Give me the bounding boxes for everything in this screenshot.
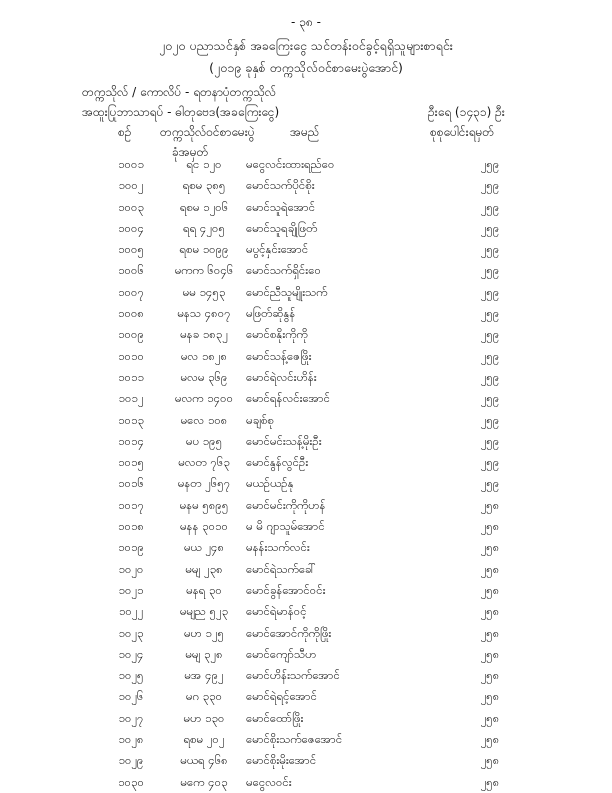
total-score: ၂၅၉ xyxy=(480,199,500,214)
total-score: ၂၅၈ xyxy=(480,646,500,661)
row-number: ၁၀၂၂ xyxy=(118,604,144,619)
student-name: မောင်အောင်ကိုကိုဖြိုး xyxy=(246,625,332,640)
table-row xyxy=(0,239,612,260)
student-name: မောင်သက်ရှိင်းဝေ xyxy=(246,263,321,278)
column-header-score: စုစုပေါင်းရမှတ် xyxy=(430,125,495,139)
row-number: ၁၀၂၅ xyxy=(118,668,144,683)
row-number: ၁၀၁၂ xyxy=(118,391,144,406)
table-row xyxy=(0,282,612,303)
total-score: ၂၅၈ xyxy=(480,753,500,768)
table-row xyxy=(0,495,612,516)
total-score: ၂၅၈ xyxy=(480,732,500,747)
roll-number: ရင ၁၂၀ xyxy=(186,157,222,171)
table-row xyxy=(0,367,612,388)
table-row xyxy=(0,750,612,771)
student-name: မောင်သူရဲအောင် xyxy=(246,199,316,214)
row-number: ၁၀၂၁ xyxy=(118,582,144,597)
student-name: မောင်သူရချိုဖြတ် xyxy=(246,220,318,235)
row-number: ၁၀၀၂ xyxy=(118,178,144,193)
student-name: မောင်စိုးမိုးအောင် xyxy=(246,753,317,768)
roll-number: မမ ၁၄၅၃ xyxy=(182,284,226,299)
total-count-heading: ဦးရေ (၁၄၃၁) ဦး xyxy=(428,105,505,119)
student-name: မောင်စိုးသက်ဇေအောင် xyxy=(246,732,343,747)
roll-number: မပ ၁၉၅ xyxy=(185,433,223,448)
total-score: ၂၅၉ xyxy=(480,412,500,427)
table-row xyxy=(0,260,612,281)
roll-number: ရစမ ၁၀၉၉ xyxy=(179,242,229,257)
row-number: ၁၀၂၃ xyxy=(118,625,144,640)
student-name: မောင်ရဲလင်းဟိန်း xyxy=(246,369,317,384)
university-location: တက္ကသိုလ် / ကောလိပ် - ရတနာပုံတက္ကသိုလ် xyxy=(82,85,277,99)
total-score: ၂၅၈ xyxy=(480,540,500,555)
total-score: ၂၅၉ xyxy=(480,220,500,235)
student-name: မငွေလင်းထားရည်ဝေ xyxy=(246,157,335,171)
roll-number: မနမ ၅၈၉၅ xyxy=(179,497,229,512)
table-row xyxy=(0,601,612,622)
student-name: မောင်ရဲမာန်ဝင့် xyxy=(246,604,307,619)
table-row xyxy=(0,154,612,175)
row-number: ၁၀၁၃ xyxy=(118,412,144,427)
table-row xyxy=(0,686,612,707)
table-row xyxy=(0,516,612,537)
roll-number: ရစမ ၁၂၀၆ xyxy=(179,199,229,214)
table-row xyxy=(0,729,612,750)
row-number: ၁၀၁၄ xyxy=(118,433,144,448)
row-number: ၁၀၁၀ xyxy=(118,348,144,363)
total-score: ၂၅၈ xyxy=(480,774,500,789)
results-table xyxy=(0,154,612,793)
roll-number: မလ ၁၈၂၈ xyxy=(180,348,228,363)
student-name: မောင်ရန်လင်းအောင် xyxy=(246,391,331,406)
table-row xyxy=(0,431,612,452)
row-number: ၁၀၁၉ xyxy=(118,540,144,555)
total-score: ၂၅၈ xyxy=(480,710,500,725)
total-score: ၂၅၉ xyxy=(480,455,500,470)
student-name: မောင်မင်းကိုကိုဟန် xyxy=(246,497,326,512)
roll-number: မဟ ၁၂၅ xyxy=(183,625,225,640)
total-score: ၂၅၈ xyxy=(480,561,500,576)
student-name: မဖြတ်ဆိုနွန် xyxy=(246,306,296,321)
row-number: ၁၀၁၆ xyxy=(118,476,144,491)
table-row xyxy=(0,303,612,324)
roll-number: မနတ ၂၆၅၇ xyxy=(177,476,231,491)
row-number: ၁၀၀၇ xyxy=(118,284,144,299)
total-score: ၂၅၉ xyxy=(480,157,500,171)
table-row xyxy=(0,197,612,218)
total-score: ၂၅၈ xyxy=(480,604,500,619)
total-score: ၂၅၉ xyxy=(480,391,500,406)
page-number: - ၃၈ - xyxy=(291,15,321,29)
student-name: မောင်ထော်ဖြိုး xyxy=(246,710,304,725)
total-score: ၂၅၈ xyxy=(480,497,500,512)
total-score: ၂၅၉ xyxy=(480,306,500,321)
table-row xyxy=(0,537,612,558)
roll-number: မနခ ၁၈၃၂ xyxy=(180,327,228,342)
student-name: မောင်ညီသူမျိုးသက် xyxy=(246,284,328,299)
total-score: ၂၅၈ xyxy=(480,625,500,640)
total-score: ၂၅၉ xyxy=(480,369,500,384)
column-header-name: အမည် xyxy=(290,125,320,139)
row-number: ၁၀၀၄ xyxy=(118,220,144,235)
row-number: ၁၀၀၆ xyxy=(118,263,144,278)
total-score: ၂၅၈ xyxy=(480,582,500,597)
total-score: ၂၅၉ xyxy=(480,348,500,363)
roll-number: မကေ ၄၀၃ xyxy=(180,774,228,789)
roll-number: မဟ ၁၃၀ xyxy=(183,710,225,725)
row-number: ၁၀၁၅ xyxy=(118,455,144,470)
table-row xyxy=(0,559,612,580)
total-score: ၂၅၈ xyxy=(480,668,500,683)
student-name: မောင်ဟိန်းသက်အောင် xyxy=(246,668,340,683)
student-name: မောင်သက်ပိုင်စိုး xyxy=(246,178,315,193)
table-row xyxy=(0,388,612,409)
table-row xyxy=(0,772,612,793)
table-row xyxy=(0,410,612,431)
row-number: ၁၀၂၈ xyxy=(118,732,144,747)
table-row xyxy=(0,708,612,729)
title-line-1: ၂၀၂၀ ပညာသင်နှစ် အခကြေးငွေ သင်တန်းဝင်ခွင့်ရရှိသူများစာရင်း xyxy=(159,38,453,53)
column-header-no: စဉ် xyxy=(118,125,132,139)
roll-number: မယ ၂၄၈ xyxy=(183,540,225,555)
table-row xyxy=(0,473,612,494)
table-row xyxy=(0,623,612,644)
roll-number: မမျ ၂၃၈ xyxy=(185,561,223,576)
student-name: မောင်မင်းသန့်မိုးဦး xyxy=(246,433,322,448)
table-row xyxy=(0,175,612,196)
table-row xyxy=(0,452,612,473)
roll-number: ရရ ၄၂၀၅ xyxy=(183,220,225,235)
roll-number: မမျ ၃၂၈ xyxy=(185,646,223,661)
total-score: ၂၅၉ xyxy=(480,242,500,257)
total-score: ၂၅၈ xyxy=(480,689,500,704)
total-score: ၂၅၈ xyxy=(480,519,500,534)
student-name: မနန်းသက်လင်း xyxy=(246,540,310,555)
roll-number: မလတ ၇၆၃ xyxy=(178,455,230,470)
major-subject-heading: အထူးပြုဘာသာရပ် - ဓါတုဗေဒ(အခကြေးငွေ) xyxy=(82,105,280,119)
student-name: မောင်ရဲသက်ခေါ် xyxy=(246,561,317,576)
row-number: ၁၀၂၀ xyxy=(118,561,144,576)
roll-number: မလက ၁၄၀၀ xyxy=(174,391,234,406)
roll-number: မယရ ၄၆၈ xyxy=(180,753,228,768)
roll-number: မနရ ၃၀ xyxy=(186,582,222,597)
row-number: ၁၀၀၉ xyxy=(118,327,144,342)
table-row xyxy=(0,324,612,345)
row-number: ၁၀၂၇ xyxy=(118,710,144,725)
total-score: ၂၅၉ xyxy=(480,327,500,342)
student-name: မငွေလဝင်း xyxy=(246,774,292,789)
total-score: ၂၅၉ xyxy=(480,284,500,299)
row-number: ၁၀၁၈ xyxy=(118,519,144,534)
row-number: ၁၀၂၉ xyxy=(118,753,144,768)
roll-number: မနသ ၄၈၀၇ xyxy=(177,306,231,321)
total-score: ၂၅၉ xyxy=(480,263,500,278)
roll-number: မလမ ၃၆၉ xyxy=(180,369,228,384)
row-number: ၁၀၂၄ xyxy=(118,646,144,661)
student-name: မ မိ ဂျာသူမ်အောင် xyxy=(246,519,325,534)
student-name: မောင်ကျော်သီဟ xyxy=(246,646,317,661)
student-name: မောင်နွန်လွင်ဦး xyxy=(246,455,309,470)
total-score: ၂၅၉ xyxy=(480,433,500,448)
roll-number: မလေ ၁၀၈ xyxy=(180,412,228,427)
row-number: ၁၀၀၅ xyxy=(118,242,144,257)
table-row xyxy=(0,218,612,239)
roll-number: မမျည ၅၂၃ xyxy=(179,604,229,619)
table-row xyxy=(0,644,612,665)
title-line-2: (၂၀၁၉ ခုနှစ် တက္ကသိုလ်ဝင်စာမေးပွဲအောင်) xyxy=(209,60,403,75)
table-row xyxy=(0,580,612,601)
student-name: မောင်စနိုးကိုကို xyxy=(246,327,308,342)
column-header-roll: တက္ကသိုလ်ဝင်စာမေးပွဲ xyxy=(160,125,255,139)
student-name: မောင်ခွန်အောင်ဝင်း xyxy=(246,582,326,597)
row-number: ၁၀၀၃ xyxy=(118,199,144,214)
total-score: ၂၅၉ xyxy=(480,178,500,193)
row-number: ၁၀၃၀ xyxy=(118,774,144,789)
row-number: ၁၀၁၁ xyxy=(118,369,144,384)
student-name: မပွင့်နှင်းအောင် xyxy=(246,242,309,257)
student-name: မချစ်စု xyxy=(246,412,274,427)
table-row xyxy=(0,665,612,686)
row-number: ၁၀၁၇ xyxy=(118,497,144,512)
roll-number: မအ ၄၉၂ xyxy=(184,668,224,683)
student-name: မောင်သန့်ဇေဖြိုး xyxy=(246,348,312,363)
total-score: ၂၅၉ xyxy=(480,476,500,491)
roll-number: မနန ၃၀၁၀ xyxy=(179,519,228,534)
roll-number: ရစမ ၂၀၂ xyxy=(183,732,225,747)
table-row xyxy=(0,346,612,367)
row-number: ၁၀၀၈ xyxy=(118,306,144,321)
row-number: ၁၀၂၆ xyxy=(118,689,144,704)
roll-number: ရစမ ၃၈၅ xyxy=(182,178,226,193)
roll-number: မကက ၆၀၄၆ xyxy=(174,263,234,278)
column-header-roll-line2: ခုံအမှတ် xyxy=(172,145,209,159)
student-name: မောင်ရဲရင့်အောင် xyxy=(246,689,317,704)
student-name: မယဉ်ယဉ်နု xyxy=(246,476,294,491)
row-number: ၁၀၀၁ xyxy=(118,157,144,171)
roll-number: မဂ ၃၃၀ xyxy=(185,689,223,704)
